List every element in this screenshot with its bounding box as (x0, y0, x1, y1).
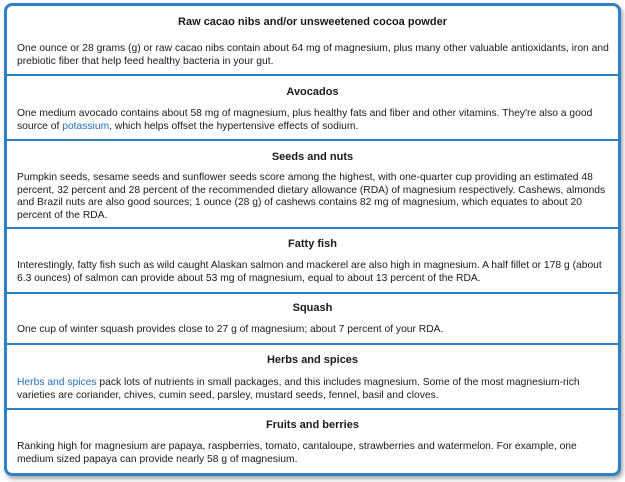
section-text: One cup of winter squash provides close to 27 g of magnesium; about 7 percent of your RDA. (17, 324, 444, 335)
section-text (17, 377, 609, 402)
section-title: Herbs and spices (266, 354, 359, 366)
section-title: Raw cacao nibs and/or unsweetened cocoa powder (178, 16, 447, 28)
section-title: Fruits and berries (266, 419, 359, 431)
section-text: One ounce or 28 grams (g) or raw cacao nibs contain about 64 mg of magnesium, plus many other valuable antioxidants, iron and prebiotic fiber that help feed healthy bacteria in your gut. (17, 43, 609, 67)
section-seeds-nuts (7, 141, 618, 229)
section-herbs-spices (7, 345, 618, 410)
section-avocados (7, 76, 618, 141)
section-title: Squash (292, 302, 333, 314)
section-fatty-fish (7, 229, 618, 294)
section-text: Ranking high for magnesium are papaya, raspberries, tomato, cantaloupe, strawberries and watermelon. For example, one medium sized papaya can provide nearly 58 g of magnesium. (17, 441, 577, 465)
section-title: Avocados (286, 86, 339, 98)
section-title: Fatty fish (288, 238, 337, 250)
section-text: Pumpkin seeds, sesame seeds and sunflower seeds score among the highest, with one-quarter cup providing an estimated 48 percent, 32 percent and 28 percent of the recommended dietary allowance (RDA) of magnesium respectively. Cashews, almonds and Brazil nuts are also good sources; 1 ounce (28 g) of cashews contains 82 mg of magnesium, which equates to about 20 percent of the RDA. (17, 172, 606, 221)
section-text-end: , which helps offset the hypertensive effects of sodium. (109, 120, 359, 132)
section-text-end: pack lots of nutrients in small packages, and this includes magnesium. Some of the most magnesium-rich varieties are coriander, chives, cumin seed, parsley, mustard seeds, fennel, basil and cloves. (17, 377, 580, 401)
section-text (17, 108, 609, 133)
section-text-start: One medium avocado contains about 58 mg of magnesium, plus healthy fats and fiber and other vitamins. They're also a good source of (17, 108, 593, 132)
section-squash (7, 294, 618, 345)
section-title: Seeds and nuts (271, 151, 354, 163)
magnesium-foods-table (4, 3, 621, 476)
section-fruits-berries (7, 410, 618, 473)
section-text: Interestingly, fatty fish such as wild caught Alaskan salmon and mackerel are also high in magnesium. A half fillet or 178 g (about 6.3 ounces) of salmon can provide about 53 mg of magnesium, equal to about 13 percent of the RDA. (17, 260, 602, 284)
potassium-link[interactable]: potassium (62, 120, 110, 132)
herbs-and-spices-link[interactable]: Herbs and spices (17, 377, 97, 388)
section-cacao (7, 6, 618, 76)
